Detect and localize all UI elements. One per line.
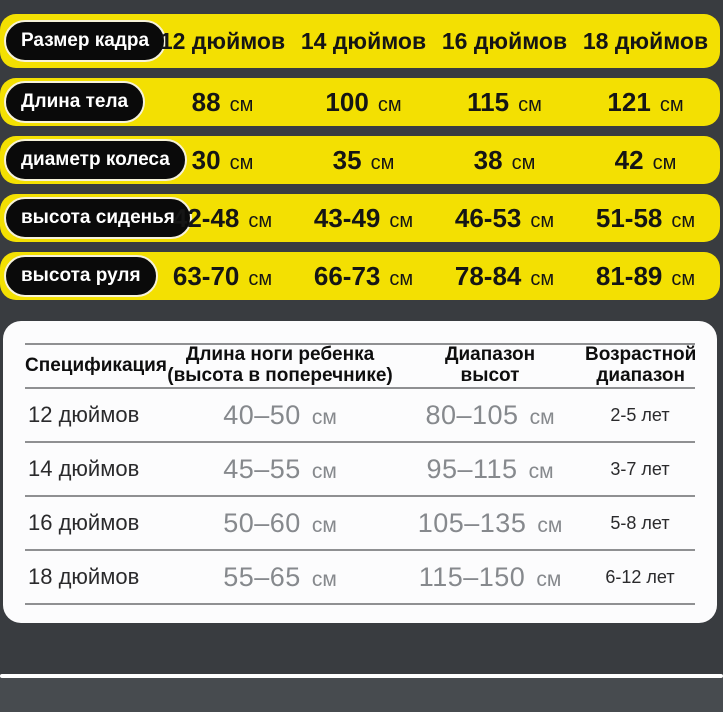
value-unit: см <box>530 267 555 290</box>
frame-size-cells <box>152 14 716 68</box>
range-unit: см <box>529 405 555 429</box>
spec-bar-wheel-diameter <box>0 136 720 184</box>
range-number: 50–60 <box>223 507 301 538</box>
handlebar-height-label: высота руля <box>21 265 141 286</box>
value-unit: см <box>671 267 696 290</box>
bottom-background-band <box>0 678 723 712</box>
header-height-range-line1: Диапазон <box>444 344 536 366</box>
body-length-value-cell <box>293 87 434 118</box>
range-number: 115–150 <box>418 561 526 592</box>
header-specification: Спецификация <box>25 354 167 376</box>
value-number: 42-48 <box>172 202 240 233</box>
size-table-row-16in <box>25 497 695 551</box>
seat-height-value-cell <box>152 203 293 234</box>
spec-bar-body-length <box>0 78 720 126</box>
row-spec: 12 дюймов <box>28 402 140 427</box>
column-header-14in: 14 дюймов <box>300 27 427 54</box>
range-number: 40–50 <box>223 399 301 430</box>
seat-height-value-cell <box>293 203 434 234</box>
range-number: 95–115 <box>426 453 518 484</box>
size-table-header-row <box>25 343 695 389</box>
value-number: 38 <box>473 144 503 175</box>
size-table-row-12in <box>25 389 695 443</box>
value-unit: см <box>370 151 395 174</box>
header-age-range-line1: Возрастной <box>585 344 697 366</box>
range-unit: см <box>311 459 337 483</box>
value-number: 115 <box>467 86 510 117</box>
row-leg-length <box>165 508 395 539</box>
body-length-value-cell <box>152 87 293 118</box>
value-unit: см <box>652 151 677 174</box>
size-table-row-18in <box>25 551 695 605</box>
range-unit: см <box>528 459 554 483</box>
seat-height-value-cell <box>575 203 716 234</box>
row-age-range: 6-12 лет <box>605 566 675 587</box>
wheel-diameter-value-cell <box>575 145 716 176</box>
header-leg-length <box>165 345 395 387</box>
row-age-range: 3-7 лет <box>610 458 670 479</box>
row-height-range <box>395 508 585 539</box>
frame-size-label: Размер кадра <box>21 30 150 51</box>
wheel-diameter-value-cell <box>434 145 575 176</box>
value-unit: см <box>671 209 696 232</box>
range-unit: см <box>311 405 337 429</box>
handlebar-height-value-cell <box>152 261 293 292</box>
row-height-range <box>395 454 585 485</box>
row-leg-length <box>165 454 395 485</box>
range-number: 55–65 <box>223 561 301 592</box>
value-number: 100 <box>325 86 369 117</box>
column-header-12in: 12 дюймов <box>159 27 286 54</box>
spec-bars-section <box>0 0 723 300</box>
value-number: 42 <box>614 144 644 175</box>
range-unit: см <box>536 567 562 591</box>
range-unit: см <box>311 513 337 537</box>
handlebar-height-value-cell <box>434 261 575 292</box>
spec-bar-seat-height <box>0 194 720 242</box>
value-number: 81-89 <box>595 260 663 291</box>
value-unit: см <box>511 151 536 174</box>
seat-height-cells <box>152 194 716 242</box>
value-number: 66-73 <box>313 260 381 291</box>
header-leg-length-line2: (высота в поперечнике) <box>167 365 393 386</box>
row-spec: 16 дюймов <box>28 510 140 535</box>
body-length-label: Длина тела <box>21 91 129 112</box>
spec-bar-handlebar-height <box>0 252 720 300</box>
wheel-diameter-label: диаметр колеса <box>21 149 170 170</box>
seat-height-value-cell <box>434 203 575 234</box>
value-unit: см <box>530 209 555 232</box>
value-number: 63-70 <box>172 260 240 291</box>
body-length-value-cell <box>575 87 716 118</box>
value-number: 35 <box>332 144 362 175</box>
row-spec: 18 дюймов <box>28 564 140 589</box>
body-length-value-cell <box>434 87 575 118</box>
wheel-diameter-cells <box>152 136 716 184</box>
value-unit: см <box>248 267 273 290</box>
row-age-range: 5-8 лет <box>610 512 670 533</box>
row-spec: 14 дюймов <box>28 456 140 481</box>
body-length-cells <box>152 78 716 126</box>
header-leg-length-line1: Длина ноги ребенка <box>185 344 375 366</box>
wheel-diameter-value-cell <box>293 145 434 176</box>
header-age-range-line2: диапазон <box>596 365 685 386</box>
value-unit: см <box>659 93 684 116</box>
header-height-range <box>395 345 585 387</box>
handlebar-height-value-cell <box>293 261 434 292</box>
row-leg-length <box>165 562 395 593</box>
range-number: 80–105 <box>425 399 519 430</box>
body-length-label-pill <box>4 81 145 123</box>
value-unit: см <box>377 93 402 116</box>
range-number: 105–135 <box>417 507 527 538</box>
value-unit: см <box>229 151 254 174</box>
value-unit: см <box>229 93 254 116</box>
column-header-18in: 18 дюймов <box>582 27 709 54</box>
range-number: 45–55 <box>223 453 301 484</box>
range-unit: см <box>537 513 563 537</box>
value-number: 30 <box>191 144 221 175</box>
wheel-diameter-value-cell <box>152 145 293 176</box>
size-table-row-14in <box>25 443 695 497</box>
value-unit: см <box>389 267 414 290</box>
spec-bar-frame-size <box>0 14 720 68</box>
value-unit: см <box>248 209 273 232</box>
row-height-range <box>395 400 585 431</box>
value-number: 121 <box>607 86 651 117</box>
row-age-range: 2-5 лет <box>610 404 670 425</box>
size-table-card <box>3 321 717 623</box>
handlebar-height-cells <box>152 252 716 300</box>
value-number: 51-58 <box>595 202 663 233</box>
handlebar-height-value-cell <box>575 261 716 292</box>
value-unit: см <box>389 209 414 232</box>
value-unit: см <box>518 93 542 116</box>
frame-size-label-pill <box>4 20 166 62</box>
row-leg-length <box>165 400 395 431</box>
column-header-16in: 16 дюймов <box>441 27 568 54</box>
value-number: 46-53 <box>454 202 522 233</box>
header-height-range-line2: высот <box>460 365 520 386</box>
range-unit: см <box>311 567 337 591</box>
header-age-range <box>585 345 696 387</box>
value-number: 88 <box>191 86 221 117</box>
value-number: 78-84 <box>454 260 522 291</box>
value-number: 43-49 <box>313 202 381 233</box>
seat-height-label: высота сиденья <box>21 207 175 228</box>
row-height-range <box>395 562 585 593</box>
handlebar-height-label-pill <box>4 255 158 297</box>
